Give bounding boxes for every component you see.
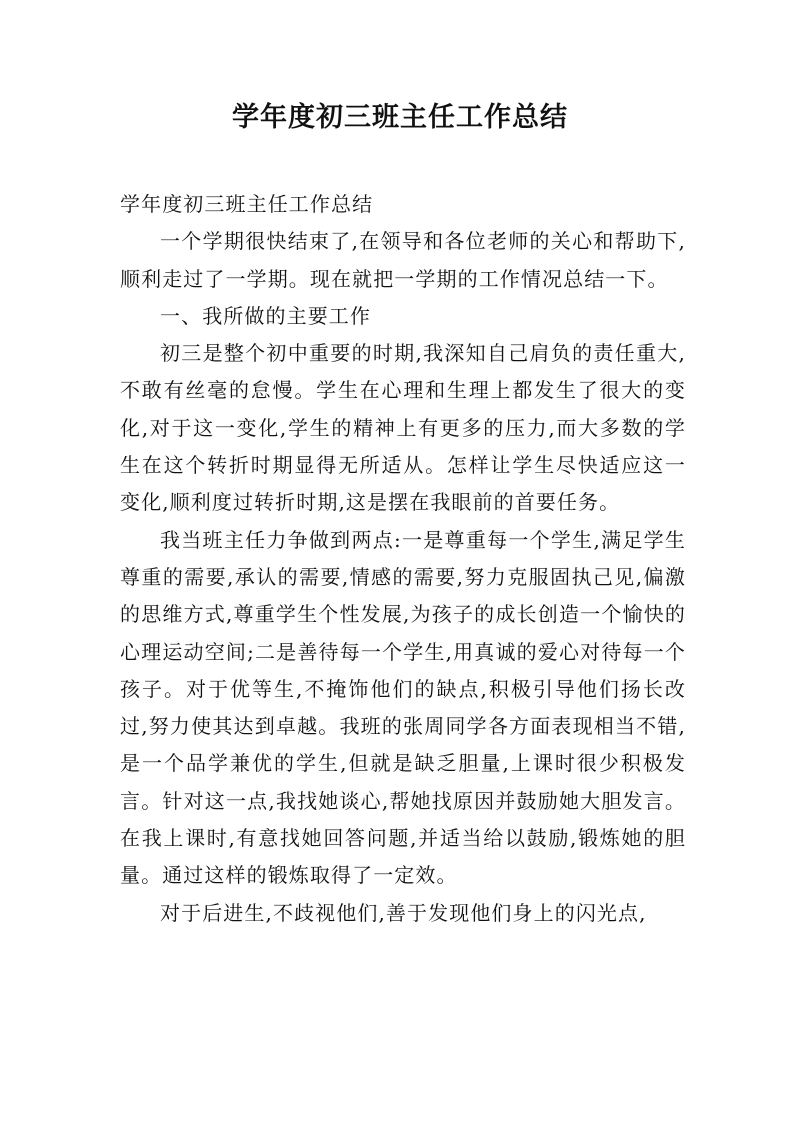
paragraph-grade-three: 初三是整个初中重要的时期,我深知自己肩负的责任重大,不敢有丝毫的怠慢。学生在心理和生理上都发生了很大的变化,对于这一变化,学生的精神上有更多的压力,而大多数的学生在这个转折时期显得无所适从。怎样让学生尽快适应这一变化,顺利度过转折时期,这是摆在我眼前的首要任务。 <box>120 341 686 515</box>
paragraph-underachievers: 对于后进生,不歧视他们,善于发现他们身上的闪光点, <box>160 900 647 925</box>
paragraph-intro: 一个学期很快结束了,在领导和各位老师的关心和帮助下,顺利走过了一学期。现在就把一学期的工作情况总结一下。 <box>120 229 686 291</box>
document-body <box>120 186 686 932</box>
paragraph-subtitle: 学年度初三班主任工作总结 <box>120 192 374 216</box>
paragraph-two-points: 我当班主任力争做到两点:一是尊重每一个学生,满足学生尊重的需要,承认的需要,情感的需要,努力克服固执己见,偏激的思维方式,尊重学生个性发展,为孩子的成长创造一个愉快的心理运动空间;二是善待每一个学生,用真诚的爱心对待每一个孩子。对于优等生,不掩饰他们的缺点,积极引导他们扬长改过,努力使其达到卓越。我班的张周同学各方面表现相当不错,是一个品学兼优的学生,但就是缺乏胆量,上课时很少积极发言。针对这一点,我找她谈心,帮她找原因并鼓励她大胆发言。在我上课时,有意找她回答问题,并适当给以鼓励,锻炼她的胆量。通过这样的锻炼取得了一定效。 <box>120 527 686 888</box>
page-title: 学年度初三班主任工作总结 <box>232 102 568 133</box>
section-heading-main-work: 一、我所做的主要工作 <box>160 303 371 328</box>
